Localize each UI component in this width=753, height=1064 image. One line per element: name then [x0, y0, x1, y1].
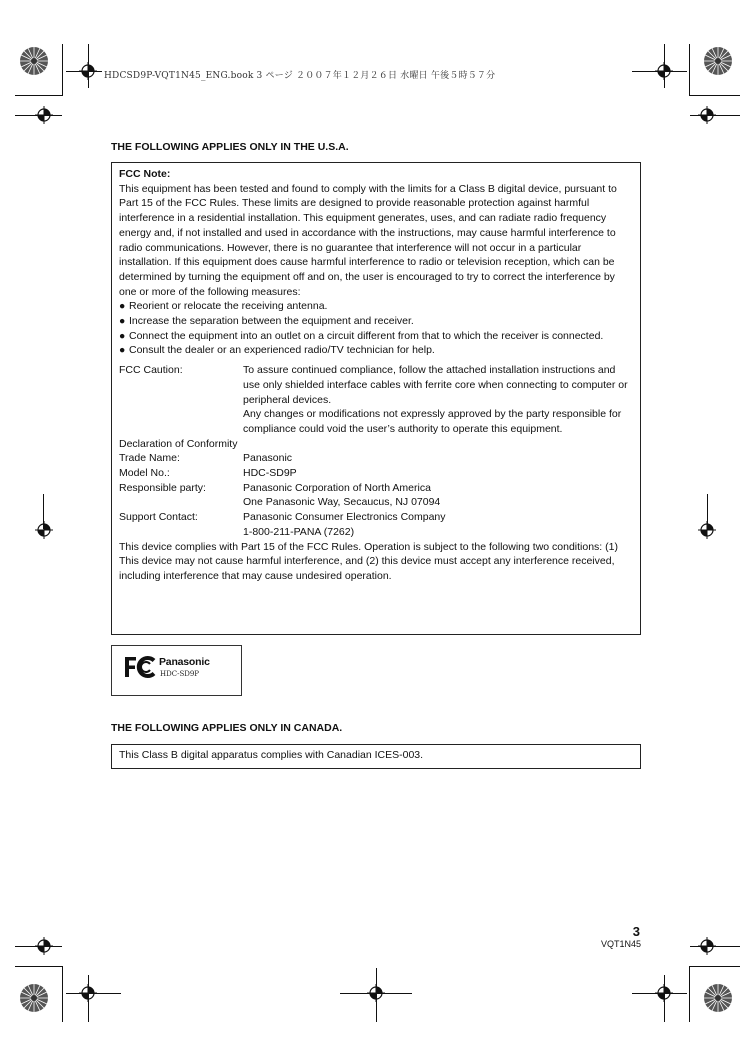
registration-rosette-icon: [19, 983, 49, 1013]
list-item: [119, 343, 633, 358]
fcc-notice-box: [111, 162, 641, 635]
registration-target-icon: [655, 62, 673, 80]
registration-target-icon: [367, 984, 385, 1002]
bullet-icon: ●: [119, 300, 126, 313]
crop-mark: [62, 44, 63, 96]
support-contact-phone: 1-800-211-PANA (7262): [243, 525, 355, 538]
responsible-party-label: Responsible party:: [119, 481, 206, 494]
fcc-caution-label: FCC Caution:: [119, 364, 183, 377]
fcc-caution-text-1: To assure continued compliance, follow the attached installation instructions and use only shielded interface cables with ferrite core when connecting to computer or peripheral devices.: [243, 364, 628, 406]
bullet-icon: ●: [119, 344, 126, 357]
declaration-row: [119, 451, 640, 466]
support-contact-name: Panasonic Consumer Electronics Company: [243, 511, 446, 524]
canada-notice-text: This Class B digital apparatus complies with Canadian ICES-003.: [119, 749, 424, 761]
responsible-party-name: Panasonic Corporation of North America: [243, 481, 431, 494]
registration-rosette-icon: [19, 46, 49, 76]
list-item-text: Consult the dealer or an experienced radio/TV technician for help.: [129, 344, 435, 357]
usa-section-heading: THE FOLLOWING APPLIES ONLY IN THE U.S.A.: [111, 141, 349, 153]
declaration-row: [119, 466, 640, 481]
list-item: [119, 299, 633, 314]
crop-mark: [690, 95, 740, 96]
measures-list: [119, 299, 633, 358]
registration-target-icon: [35, 937, 53, 955]
declaration-row: [119, 481, 640, 510]
declaration-title: Declaration of Conformity: [119, 437, 238, 450]
print-file-header: HDCSD9P-VQT1N45_ENG.book 3 ページ ２００７年１２月２６日 水曜日 午後５時５７分: [104, 71, 496, 81]
list-item: [119, 314, 633, 329]
registration-target-icon: [79, 984, 97, 1002]
crop-mark: [690, 966, 740, 967]
registration-target-icon: [79, 62, 97, 80]
list-item-text: Reorient or relocate the receiving antenna.: [129, 300, 328, 313]
fcc-caution: [119, 363, 640, 437]
canada-section-heading: THE FOLLOWING APPLIES ONLY IN CANADA.: [111, 722, 343, 734]
registration-target-icon: [698, 106, 716, 124]
crop-mark: [15, 966, 62, 967]
declaration-row: [119, 510, 640, 539]
page-number: 3: [632, 924, 640, 939]
fcc-note-body: This equipment has been tested and found to comply with the limits for a Class B digital device, pursuant to Part 15 of the FCC Rules. These limits are designed to provide reasonable protection against harmful interference in a residential installation. This equipment generates, uses, and can radiate radio frequency energy and, if not installed and used in accordance with the instructions, may cause harmful interference to radio communications. However, there is no guarantee that interference will not occur in a particular installation. If this equipment does cause harmful interference to radio or television reception, which can be determined by turning the equipment off and on, the user is encouraged to try to correct the interference by one or more of the following measures:: [119, 182, 617, 298]
model-value: HDC-SD9P: [243, 467, 297, 480]
registration-target-icon: [35, 521, 53, 539]
fcc-logo-label: [111, 645, 242, 696]
registration-target-icon: [655, 984, 673, 1002]
canada-notice-box: [111, 744, 641, 769]
responsible-party-address: One Panasonic Way, Secaucus, NJ 07094: [243, 496, 441, 509]
logo-model-number: HDC-SD9P: [160, 670, 200, 678]
bullet-icon: ●: [119, 315, 126, 328]
fcc-note-title: FCC Note:: [119, 168, 171, 180]
registration-target-icon: [698, 521, 716, 539]
crop-mark: [689, 44, 690, 96]
support-contact-label: Support Contact:: [119, 511, 198, 524]
bullet-icon: ●: [119, 329, 126, 342]
compliance-statement: This device complies with Part 15 of the FCC Rules. Operation is subject to the following two conditions: (1) This device may not cause harmful interference, and (2) this device must accept any interference received, including interference that may cause undesired operation.: [119, 540, 618, 582]
model-label: Model No.:: [119, 467, 170, 480]
fcc-logo-icon: [123, 655, 157, 679]
registration-rosette-icon: [703, 46, 733, 76]
logo-brand-name: Panasonic: [159, 656, 210, 668]
list-item: [119, 329, 633, 344]
registration-target-icon: [698, 937, 716, 955]
list-item-text: Connect the equipment into an outlet on a circuit different from that to which the receiver is connected.: [129, 329, 604, 342]
crop-mark: [62, 966, 63, 1022]
crop-mark: [15, 95, 62, 96]
registration-rosette-icon: [703, 983, 733, 1013]
crop-mark: [689, 966, 690, 1022]
model-code: VQT1N45: [600, 939, 641, 949]
trade-name-value: Panasonic: [243, 452, 293, 465]
registration-target-icon: [35, 106, 53, 124]
trade-name-label: Trade Name:: [119, 452, 180, 465]
list-item-text: Increase the separation between the equipment and receiver.: [129, 315, 414, 328]
fcc-caution-text-2: Any changes or modifications not expressly approved by the party responsible for compliance could void the user’s authority to operate this equipment.: [243, 408, 622, 435]
